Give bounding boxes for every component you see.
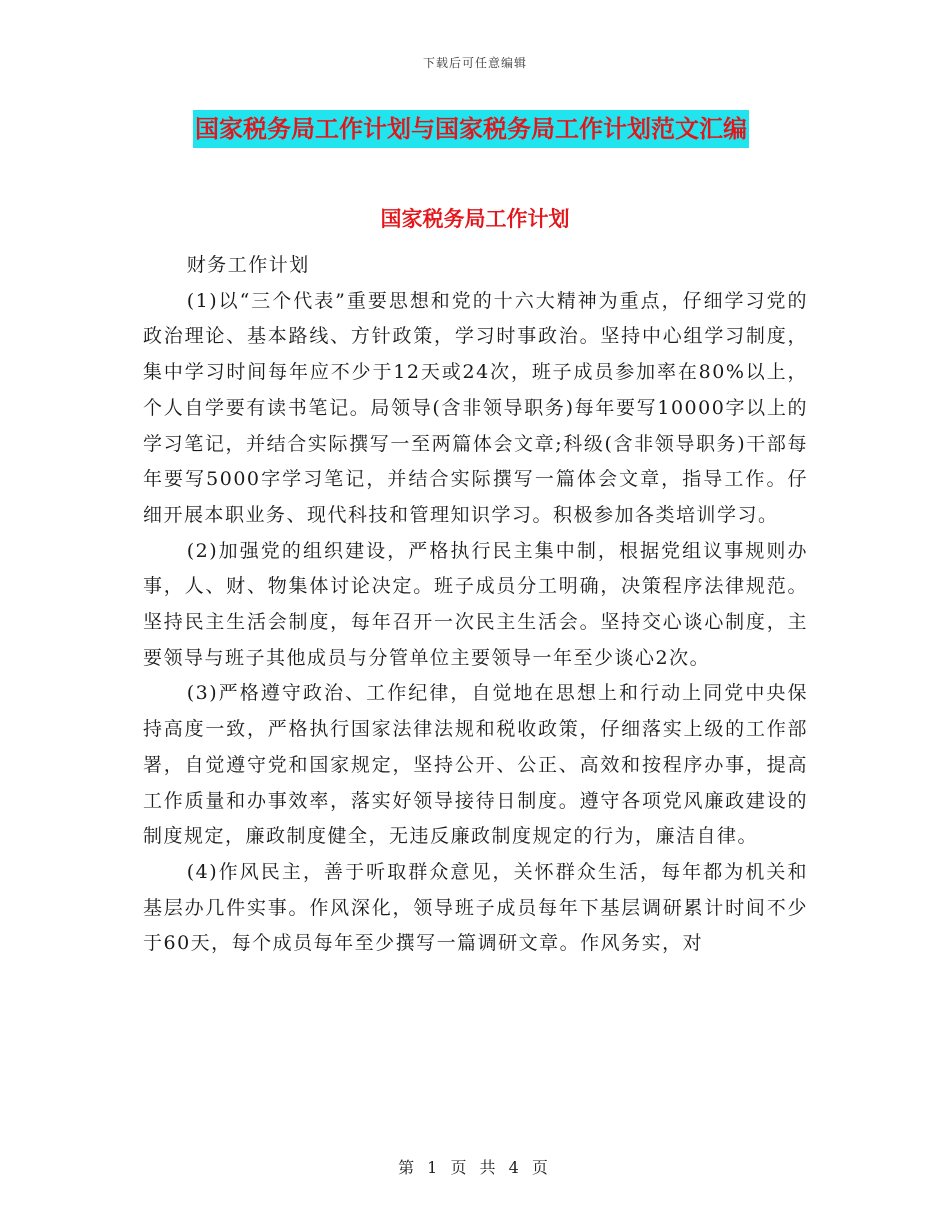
document-body <box>143 248 808 962</box>
paragraph-4: (4)作风民主，善于听取群众意见，关怀群众生活，每年都为机关和基层办几件实事。作风深化，领导班子成员每年下基层调研累计时间不少于60天，每个成员每年至少撰写一篇调研文章。作风务实，对 <box>143 860 808 955</box>
main-title: 国家税务局工作计划与国家税务局工作计划范文汇编 <box>193 110 749 148</box>
paragraph-2: (2)加强党的组织建设，严格执行民主集中制，根据党组议事规则办事，人、财、物集体讨论决定。班子成员分工明确，决策程序法律规范。坚持民主生活会制度，每年召开一次民主生活会。坚持交心谈心制度，主要领导与班子其他成员与分管单位主要领导一年至少谈心2次。 <box>143 539 808 669</box>
header-note: 下载后可任意编辑 <box>422 56 527 70</box>
section-heading: 财务工作计划 <box>186 254 310 276</box>
paragraph-1: (1)以“三个代表”重要思想和党的十六大精神为重点，仔细学习党的政治理论、基本路线、方针政策，学习时事政治。坚持中心组学习制度，集中学习时间每年应不少于12天或24次，班子成员参加率在80%以上，个人自学要有读书笔记。局领导(含非领导职务)每年要写10000字以上的学习笔记，并结合实际撰写一至两篇体会文章;科级(含非领导职务)干部每年要写5000字学习笔记，并结合实际撰写一篇体会文章，指导工作。仔细开展本职业务、现代科技和管理知识学习。积极参加各类培训学习。 <box>143 289 808 526</box>
page-footer: 第 1 页 共 4 页 <box>398 1158 552 1177</box>
main-title-container <box>193 110 749 148</box>
paragraph-3: (3)严格遵守政治、工作纪律，自觉地在思想上和行动上同党中央保持高度一致，严格执行国家法律法规和税收政策，仔细落实上级的工作部署，自觉遵守党和国家规定，坚持公开、公正、高效和按程序办事，提高工作质量和办事效率，落实好领导接待日制度。遵守各项党风廉政建设的制度规定，廉政制度健全，无违反廉政制度规定的行为，廉洁自律。 <box>143 682 808 848</box>
sub-title: 国家税务局工作计划 <box>380 207 570 231</box>
